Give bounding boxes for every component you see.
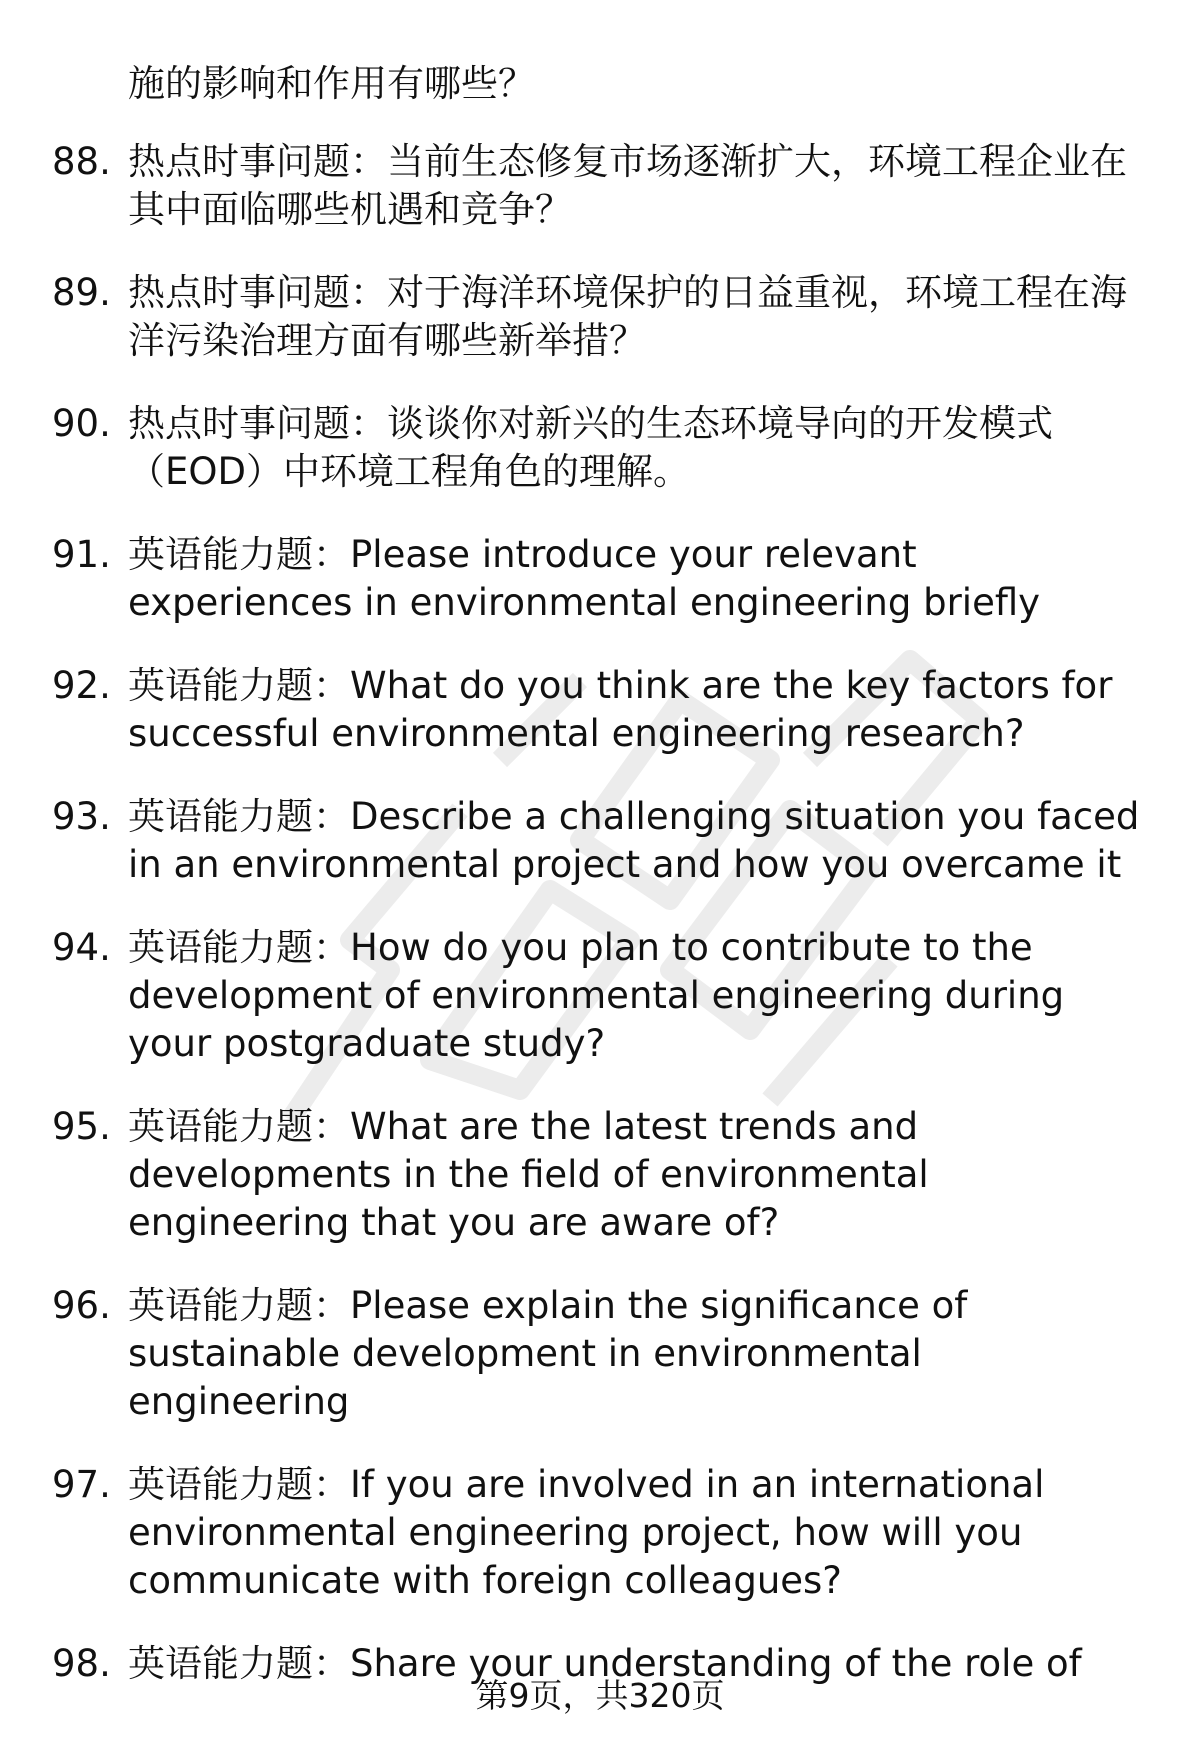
question-item (0, 1282, 1200, 1426)
question-number: 91. (52, 533, 111, 576)
question-number: 94. (52, 926, 111, 969)
question-text: 英语能力题：Please explain the significance of sustainable development in environmental engineering (128, 1284, 968, 1423)
question-number: 89. (52, 271, 111, 314)
question-item (0, 1461, 1200, 1605)
question-number: 93. (52, 795, 111, 838)
question-item (0, 662, 1200, 758)
question-text: 热点时事问题：当前生态修复市场逐渐扩大，环境工程企业在其中面临哪些机遇和竞争？ (128, 140, 1127, 231)
question-number: 88. (52, 140, 111, 183)
question-list (0, 138, 1200, 1723)
question-item (0, 793, 1200, 889)
question-number: 90. (52, 402, 111, 445)
question-text: 热点时事问题：对于海洋环境保护的日益重视，环境工程在海洋污染治理方面有哪些新举措？ (128, 271, 1127, 362)
question-number: 96. (52, 1284, 111, 1327)
page-footer: 第9页，共320页 (475, 1676, 725, 1715)
question-item (0, 400, 1200, 496)
question-text: 英语能力题：Share your understanding of the role of (128, 1642, 1082, 1685)
question-text: 热点时事问题：谈谈你对新兴的生态环境导向的开发模式（EOD）中环境工程角色的理解。 (128, 402, 1053, 493)
question-item (0, 1103, 1200, 1247)
continued-question-text: 施的影响和作用有哪些？ (128, 62, 535, 105)
question-item (0, 531, 1200, 627)
question-text: 英语能力题：Please introduce your relevant experiences in environmental engineering briefly (128, 533, 1041, 624)
question-number: 92. (52, 664, 111, 707)
question-number: 98. (52, 1642, 111, 1685)
question-item (0, 269, 1200, 365)
question-item (0, 924, 1200, 1068)
question-text: 英语能力题：Describe a challenging situation you faced in an environmental project and how you overcame it (128, 795, 1140, 886)
question-text: 英语能力题：What do you think are the key factors for successful environmental engineering research? (128, 664, 1113, 755)
question-item (0, 138, 1200, 234)
question-text: 英语能力题：How do you plan to contribute to the development of environmental engineering during your postgraduate study? (128, 926, 1065, 1065)
question-text: 英语能力题：If you are involved in an international environmental engineering project, how will you communicate with foreign colleagues? (128, 1463, 1045, 1602)
question-number: 97. (52, 1463, 111, 1506)
question-number: 95. (52, 1105, 111, 1148)
question-text: 英语能力题：What are the latest trends and developments in the field of environmental engineering that you are aware of? (128, 1105, 929, 1244)
